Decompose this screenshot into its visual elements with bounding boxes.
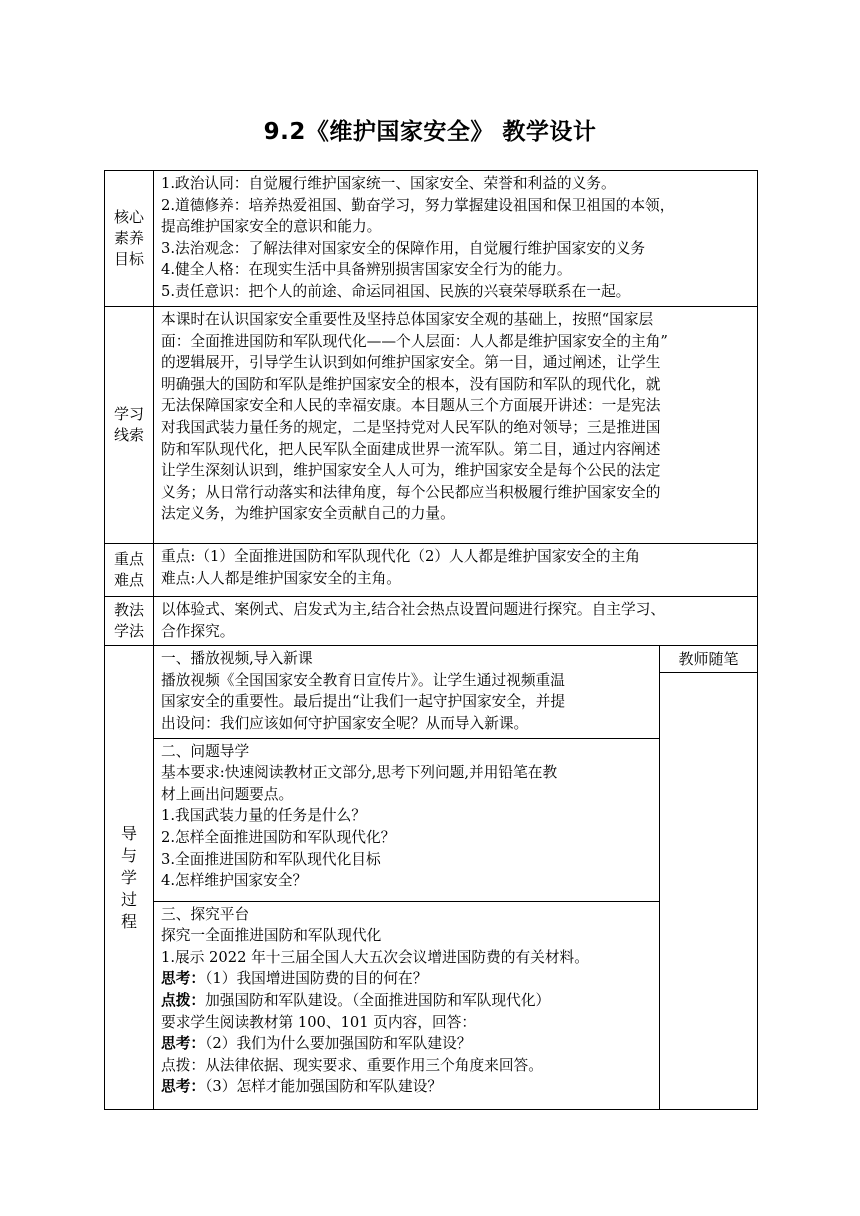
text-line: 二、问题导学 [161,742,250,760]
label-line: 导 [120,823,137,843]
label-line: 过 [120,889,137,909]
text-line: 出设问：我们应该如何守护国家安全呢？从而导入新课。 [161,714,529,732]
text-line: 材上画出问题要点。 [161,785,294,803]
section-video-intro [154,646,659,738]
text-line: 2.怎样全面推进国防和军队现代化？ [161,828,396,846]
core-goals-content [154,171,758,307]
bold-lead: 点拨： [161,991,206,1009]
process-label [105,646,154,1110]
text-line [161,1076,653,1098]
text-line: 一、播放视频,导入新课 [161,650,313,668]
text-line: 国家安全的重要性。最后提出“让我们一起守护国家安全，并提 [161,693,566,711]
text-line: 3.法治观念：了解法律对国家安全的保障作用，自觉履行维护国家安的义务 [161,239,646,257]
text-line [161,968,653,990]
lesson-plan-table [104,170,758,1110]
row-key-points [105,544,758,597]
text-line: 基本要求:快速阅读教材正文部分,思考下列问题,并用铅笔在教 [161,764,558,782]
bold-lead: 思考： [161,1035,206,1053]
row-core-goals [105,171,758,307]
text-line: 防和军队现代化，把人民军队全面建成世界一流军队。第二目，通过内容阐述 [161,440,661,458]
text-line: 1.展示 2022 年十三届全国人大五次会议增进国防费的有关材料。 [161,948,589,966]
process-sections [154,646,659,1101]
document-title: 9.2《维护国家安全》 教学设计 [263,119,597,145]
label-line: 重点 [113,550,144,568]
key-points-content [154,544,758,597]
section-inquiry-platform [154,901,659,1101]
text-line: 无法保障国家安全和人民的幸福安康。本目题从三个方面展开讲述：一是宪法 [161,397,661,415]
row-process [105,646,758,1110]
text-line: 义务；从日常行动落实和法律角度，每个公民都应当积极履行维护国家安全的 [161,483,661,501]
text-line [161,1033,653,1055]
text-line: 难点:人人都是维护国家安全的主角。 [161,569,401,587]
section-cell [154,646,659,738]
text-line: 明确强大的国防和军队是维护国家安全的根本，没有国防和军队的现代化，就 [161,375,661,393]
methods-label [105,597,154,646]
learning-clue-content [154,307,758,544]
text-line: 让学生深刻认识到，维护国家安全人人可为，维护国家安全是每个公民的法定 [161,462,661,480]
section-question-guide [154,738,659,901]
text-line: 3.全面推进国防和军队现代化目标 [161,850,381,868]
section-cell [154,901,659,1101]
teacher-notes-header: 教师随笔 [660,646,757,673]
row-methods [105,597,758,646]
process-content [154,646,660,1110]
text-run: （1）我国增进国防费的目的何在？ [205,970,428,988]
methods-content [154,597,758,646]
text-line: 本课时在认识国家安全重要性及坚持总体国家安全观的基础上，按照“国家层 [161,311,654,328]
teacher-notes-column [660,646,758,1110]
label-line: 核心 [113,208,144,226]
text-line: 2.道德修养：培养热爱祖国、勤奋学习，努力掌握建设祖国和保卫祖国的本领， [161,196,675,214]
text-run: （2）我们为什么要加强国防和军队建设？ [205,1035,472,1053]
text-line: 重点:（1）全面推进国防和军队现代化（2）人人都是维护国家安全的主角 [161,548,640,565]
bold-lead: 思考： [161,1078,206,1096]
text-line: 1.政治认同：自觉履行维护国家统一、国家安全、荣誉和利益的义务。 [161,175,616,192]
text-line: 合作探究。 [161,622,235,640]
label-line: 线索 [113,426,144,444]
text-run: （3）怎样才能加强国防和军队建设？ [205,1078,443,1096]
bold-lead: 思考： [161,970,206,988]
text-line: 对我国武装力量任务的规定，二是坚持党对人民军队的绝对领导；三是推进国 [161,418,661,436]
text-line: 面：全面推进国防和军队现代化——个人层面：人人都是维护国家安全的主角” [161,332,668,350]
label-line: 学习 [113,405,144,423]
text-line: 5.责任意识：把个人的前途、命运同祖国、民族的兴衰荣辱联系在一起。 [161,282,631,300]
text-line [161,990,653,1012]
text-line: 4.健全人格：在现实生活中具备辨别损害国家安全行为的能力。 [161,261,572,279]
text-line: 三、探究平台 [161,905,250,923]
row-learning-clue [105,307,758,544]
label-line: 与 [120,845,137,865]
text-line: 法定义务，为维护国家安全贡献自己的力量。 [161,505,455,523]
label-line: 目标 [113,250,144,268]
learning-clue-label [105,307,154,544]
text-run: 加强国防和军队建设。（全面推进国防和军队现代化） [205,991,551,1009]
label-line: 难点 [113,571,144,589]
text-line: 探究一全面推进国防和军队现代化 [161,927,382,945]
label-line: 学法 [113,622,144,641]
label-line: 程 [120,911,137,931]
key-points-label [105,544,154,597]
text-line: 点拨：从法律依据、现实要求、重要作用三个角度来回答。 [161,1056,543,1074]
text-line: 要求学生阅读教材第 100、101 页内容，回答： [161,1013,477,1031]
core-goals-label [105,171,154,307]
text-line: 以体验式、案例式、启发式为主,结合社会热点设置问题进行探究。自主学习、 [161,601,666,618]
text-line: 提高维护国家安全的意识和能力。 [161,218,382,236]
label-line: 素养 [113,229,144,247]
label-line: 学 [120,867,137,887]
label-line: 教法 [113,601,144,620]
section-cell [154,738,659,901]
text-line: 播放视频《全国国家安全教育日宣传片》。让学生通过视频重温 [161,671,565,689]
text-line: 的逻辑展开，引导学生认识到如何维护国家安全。第一目，通过阐述，让学生 [161,354,661,372]
text-line: 4.怎样维护国家安全？ [161,872,308,890]
text-line: 1.我国武装力量的任务是什么？ [161,807,366,825]
